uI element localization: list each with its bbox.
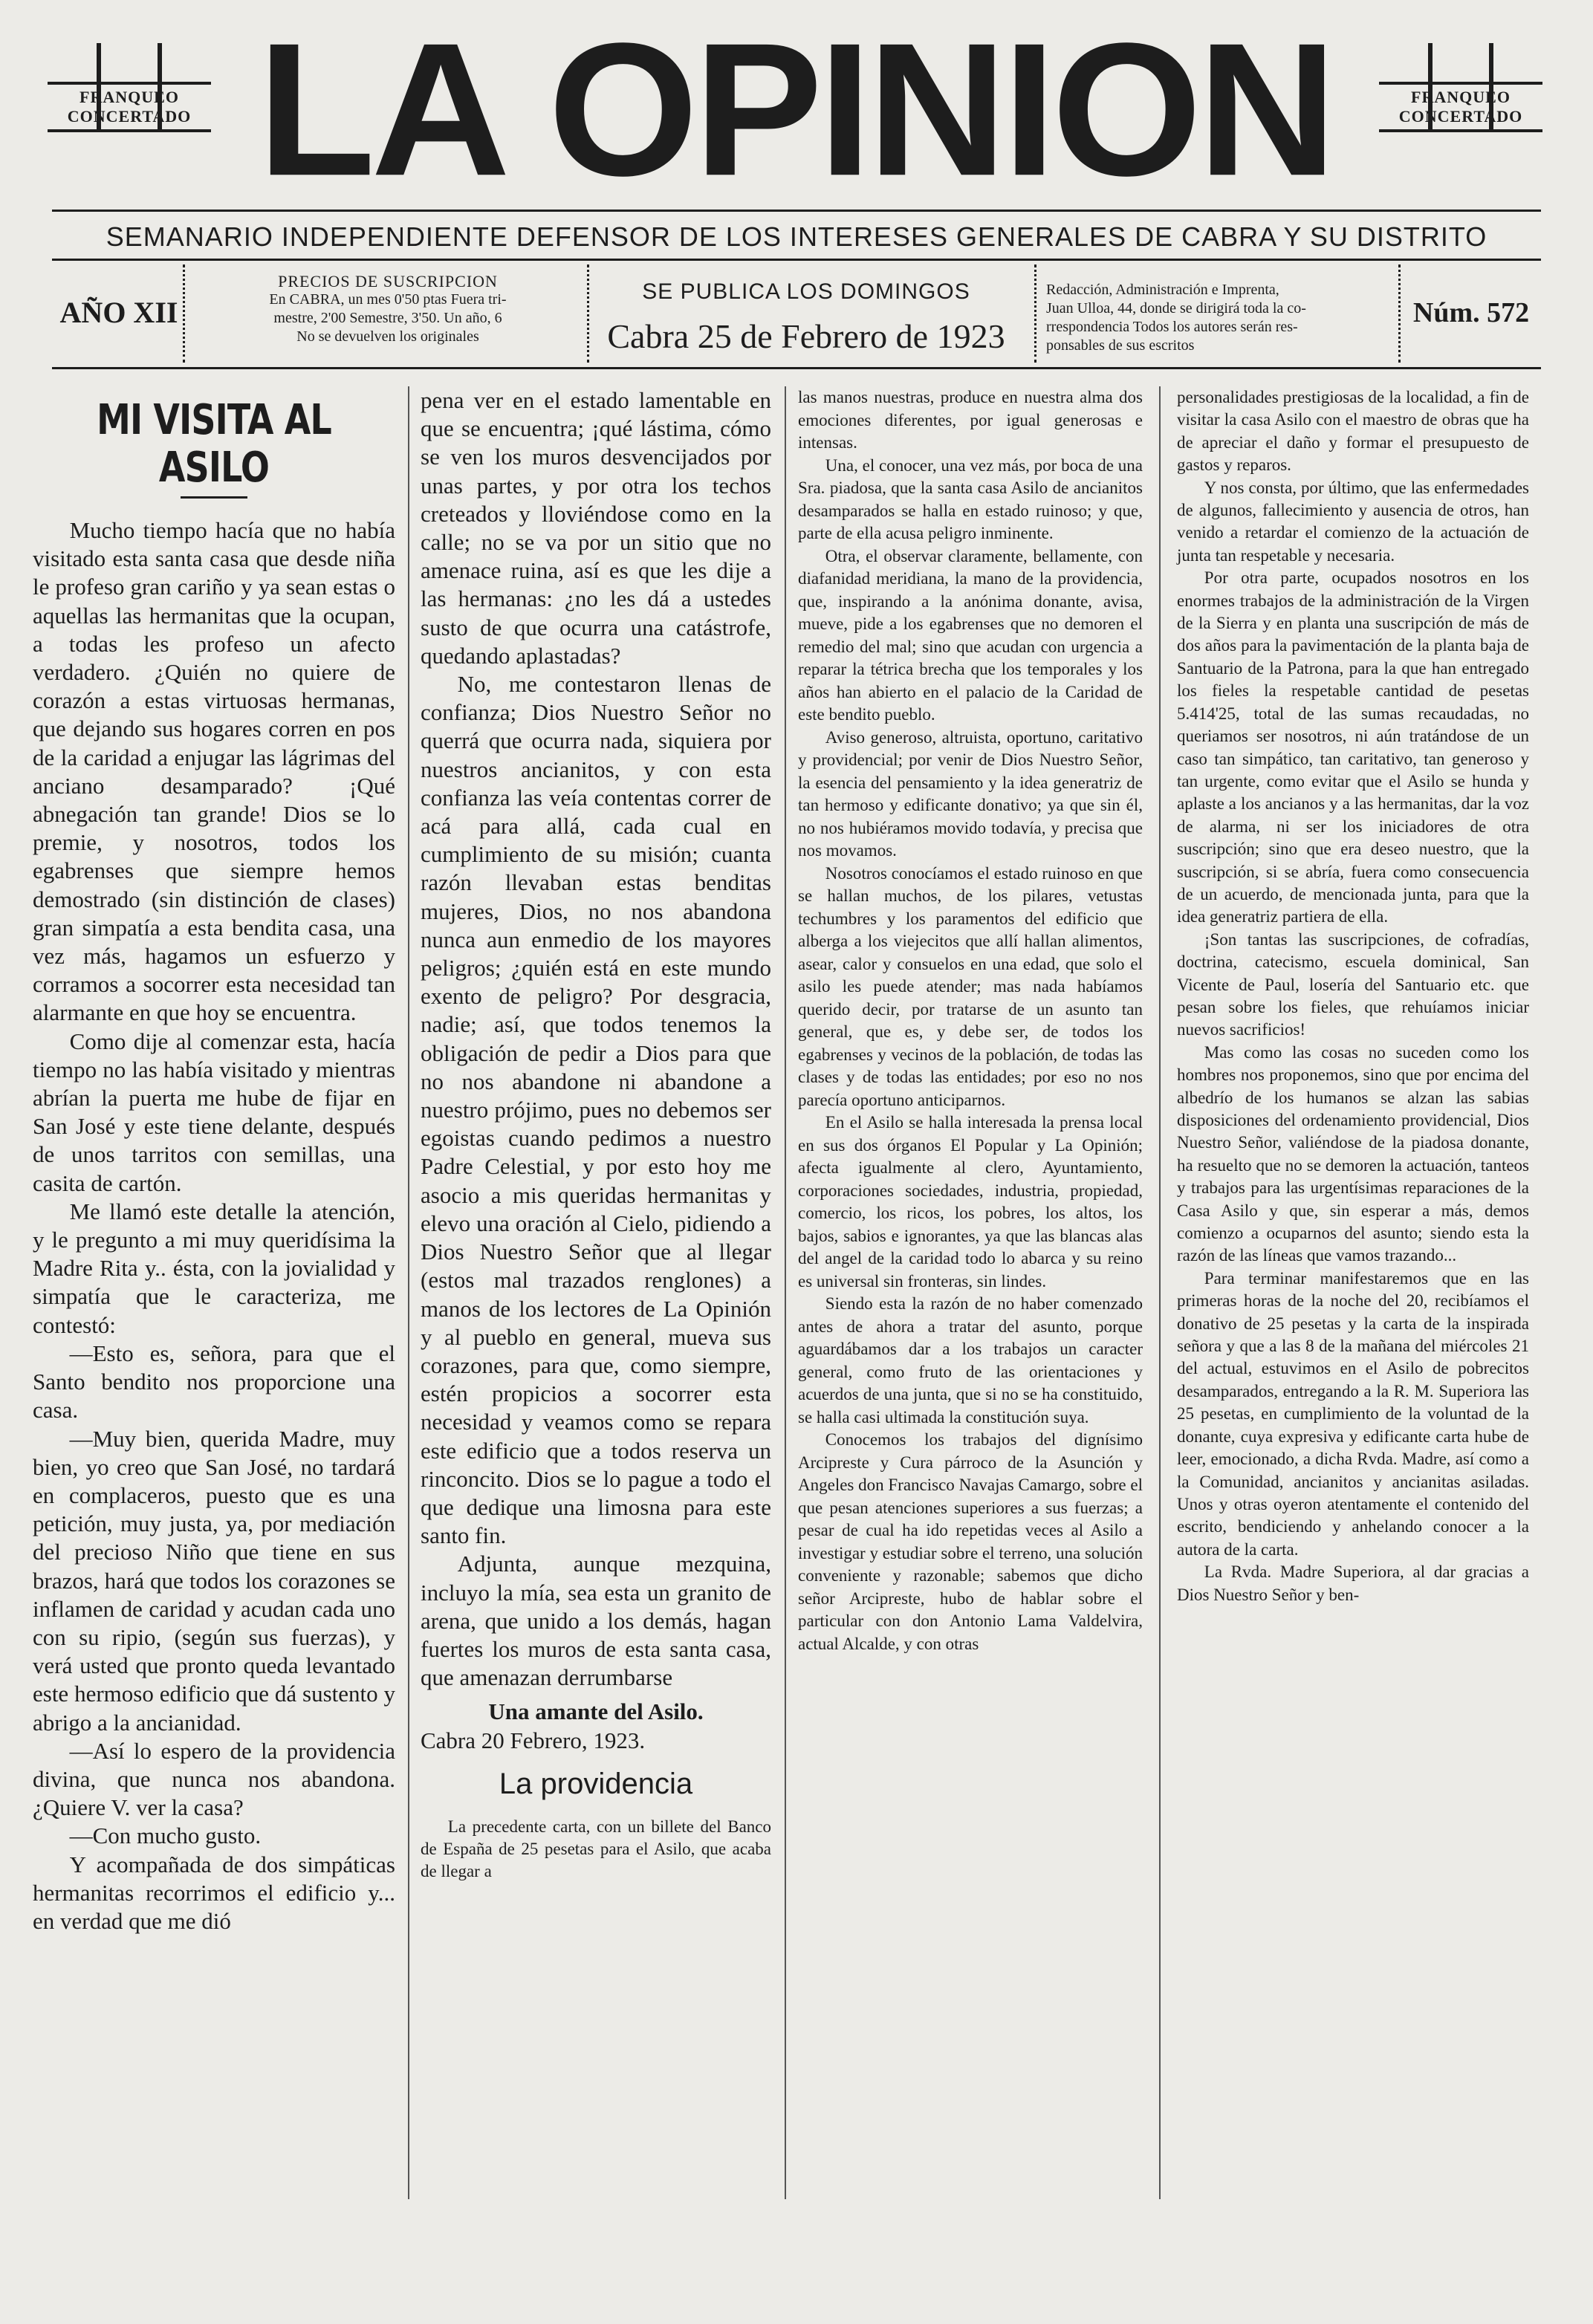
franqueo-stamp-right: [1379, 43, 1542, 132]
paragraph: Aviso generoso, altruista, oportuno, caritativo y providencial; por venir de Dios Nuestro Señor, la esencia del pensamiento y la idea generatriz de tan hermoso y edificante donativo; ya que sin él, no nos hubiéramos movido todavía, y precisa que nos movamos.: [798, 727, 1143, 860]
issue-number: Núm. 572: [1412, 297, 1530, 328]
section-title: La providencia: [499, 1767, 693, 1800]
article-date: Cabra 20 Febrero, 1923.: [421, 1727, 646, 1753]
editorial-line: Juan Ulloa, 44, donde se dirigirá toda la co-: [1046, 300, 1306, 317]
paragraph: —Así lo espero de la providencia divina, que nunca nos abandona. ¿Quiere V. ver la casa?: [33, 1737, 395, 1821]
prices-heading: PRECIOS DE SUSCRIPCION: [278, 272, 498, 290]
paragraph: La Rvda. Madre Superiora, al dar gracias a Dios Nuestro Señor y ben-: [1177, 1562, 1529, 1604]
column-3: [798, 386, 1143, 1655]
paragraph: Adjunta, aunque mezquina, incluyo la mía, sea esta un granito de arena, que unido a los demás, hagan fuertes los muros de esta santa casa, que amenazan derrumbarse: [421, 1551, 771, 1691]
paragraph: Me llamó este detalle la atención, y le pregunto a mi muy queridísima la Madre Rita y.. ésta, con la jovialidad y simpatía que le caracteriza, me contestó:: [33, 1198, 395, 1338]
year-label: AÑO XII: [59, 296, 178, 329]
issue-date: Cabra 25 de Febrero de 1923: [607, 317, 1005, 355]
editorial-line: Redacción, Administración e Imprenta,: [1046, 282, 1279, 298]
stamp-right-line1: FRANQUEO: [1411, 88, 1511, 106]
column-divider: [785, 386, 786, 2199]
paragraph: Para terminar manifestaremos que en las primeras horas de la noche del 20, recibíamos el donativo de 25 pesetas y la carta de la inspirada señora y que a las 8 de la mañana del miércoles 21 del actual, estuvimos en el Asilo de pobrecitos desamparados, entregando a la R. M. Superiora las 25 pesetas, en cumplimiento de la voluntad de la donante, cuya expresiva y edificante carta hube de leer, emocionado, a dicha Rvda. Madre, así como a la Comunidad, ancianitos y ancianitas asiladas. Unos y otras oyeron atentamente el contenido del escrito, bendiciendo y anhelando conocer a la autora de la carta.: [1177, 1268, 1529, 1559]
article-title: MI VISITA AL ASILO: [97, 396, 331, 492]
paragraph: pena ver en el estado lamentable en que se encuentra; ¡qué lástima, cómo se ven los muros desvencijados por unas partes, y por otra los techos creteados y lloviéndose como en la calle; no se va por un sitio que no amenace ruina, así es que les dije a las hermanas: ¿no les dá a ustedes susto de que ocurra una catástrofe, quedando aplastadas?: [421, 387, 771, 669]
paragraph: Una, el conocer, una vez más, por boca de una Sra. piadosa, que la santa casa Asilo de ancianitos desamparados se halla en estado ruinoso; y que, parte de ella acusa peligro inminente.: [798, 455, 1143, 542]
editorial-address: [1046, 264, 1395, 377]
paragraph: —Esto es, señora, para que el Santo bendito nos proporcione una casa.: [33, 1340, 395, 1424]
column-4: [1177, 386, 1529, 1606]
section-intro: [421, 1816, 771, 1883]
info-divider: [183, 264, 185, 363]
subscription-prices: [195, 264, 581, 369]
paragraph: personalidades prestigiosas de la localidad, a fin de visitar la casa Asilo con el maestro de obras que ha de apreciar el daño y formar el presupuesto de gastos y reparos.: [1177, 388, 1529, 475]
paragraph: Mucho tiempo hacía que no había visitado esta santa casa que desde niña le profeso gran cariño y ya sean estas o aquellas las hermanitas que la ocupan, a todas les profeso un afecto verdadero. ¿Quién no quiere de corazón a estas virtuosas hermanas, que dejando sus hogares corren en pos de la caridad a enjugar las lágrimas del anciano desamparado? ¡Qué abnegación tan grande! Dios se lo premie, y nosotros, todos los egabrenses que siempre hemos demostrado (sin distinción de clases) gran simpatía a esta bendita casa, una vez más, hagamos un esfuerzo y corramos a socorrer esta necesidad tan alarmante en que hoy se encuentra.: [33, 517, 395, 1026]
paragraph: Mas como las cosas no suceden como los hombres nos proponemos, sino que por encima del albedrío de los humanos se alzan las sabias disposiciones del ordenamiento providencial, Dios Nuestro Señor, valiéndose de la piadosa donante, ha resuelto que no se demoren la actuación, tanteos y trabajos para las urgentísimas reparaciones de la Casa Asilo y que, sin esperar a más, demos comienzo a ocuparnos del asunto; siendo esta la razón de las líneas que vamos trazando...: [1177, 1042, 1529, 1265]
franqueo-stamp-left: [48, 43, 211, 132]
paragraph: —Con mucho gusto.: [69, 1822, 262, 1849]
masthead-rule-middle: [52, 259, 1541, 261]
paragraph: Nosotros conocíamos el estado ruinoso en que se hallan muchos, de los pilares, vetustas techumbres y los paramentos del edificio que alberga a los viejecitos que allí hallan alimentos, asear, calor y consuelos en una edad, que solo el asilo les puede atender; mas nada habíamos querido decir, por tratarse de un asunto tan general, que es, y debe ser, de todos los egabrenses y vecinos de la población, de todas las clases y de todas las entidades; por eso no nos parecía oportuno anticiparnos.: [798, 863, 1143, 1109]
paragraph: Por otra parte, ocupados nosotros en los enormes trabajos de la administración de la Virgen de la Sierra y en planta una suscripción de más de dos años para la pavimentación de la planta baja de Santuario de la Patrona, para la que han entregado los fieles la respetable cantidad de pesetas 5.414'25, total de las sumas recaudadas, no queriamos ser nosotros, ni aún tratándose de un caso tan simpático, tan caritativo, tan generoso y tan urgente, como evitar que el Asilo se hunda y aplaste a los ancianos y a las hermanitas, dar la voz de alarma, ni ser los iniciadores de otra suscripción; sino que era deseo nuestro, que la suscripción, si se abría, fuera como consecuencia de un acuerdo, de mencionada junta, para que la idea generatriz partiera de ella.: [1177, 568, 1529, 926]
article-signature: Una amante del Asilo.: [488, 1698, 704, 1725]
paragraph: Y acompañada de dos simpáticas hermanitas recorrimos el edificio y... en verdad que me dió: [33, 1851, 395, 1934]
paragraph: En el Asilo se halla interesada la prensa local en sus dos órganos El Popular y La Opinión; afecta igualmente al clero, Ayuntamiento, corporaciones sociedades, industria, propiedad, comercio, los ricos, los pobres, los altos, los bajos, sabios e ignorantes, ya que las blancas alas del angel de la caridad todo lo abarca y su reino es universal sin fronteras, sin lindes.: [798, 1113, 1143, 1291]
newspaper-title: LA OPINION: [257, 4, 1333, 216]
title-rule: [181, 496, 247, 499]
paragraph: Siendo esta la razón de no haber comenzado antes de ahora a tratar del asunto, porque aguardábamos dar a los trabajos un caracter general, como fruto de las orientaciones y acuerdos de una junta, que si no se ha constituido, se halla casi ultimada la constitución suya.: [798, 1294, 1143, 1426]
stamp-left-line1: FRANQUEO: [80, 88, 179, 106]
paragraph: Conocemos los trabajos del dignísimo Arcipreste y Cura párroco de la Asunción y Angeles don Francisco Navajas Camargo, sobre el que pesan atenciones superiores a sus fuerzas; a pesar de cual ha ido repetidas veces al Asilo a investigar y estudiar sobre el terreno, una solución conveniente y razonable; sabemos que dicho señor Arcipreste, hubo de hablar sobre el particular con don Antonio Lama Valdelvira, actual Alcalde, y con otras: [798, 1430, 1143, 1653]
paragraph: ¡Son tantas las suscripciones, de cofradías, doctrina, catecismo, escuela dominical, San Vicente de Paul, losería del Santuario etc. que pesan sobre los fieles, que rehuíamos iniciar nuevos sacrificios!: [1177, 929, 1529, 1039]
paragraph: La precedente carta, con un billete del Banco de España de 25 pesetas para el Asilo, que acaba de llegar a: [421, 1817, 771, 1880]
paragraph: Y nos consta, por último, que las enfermedades de algunos, fallecimiento y ausencia de otros, han venido a retardar el comienzo de la actuación de junta tan respetable y necesaria.: [1177, 478, 1529, 565]
stamp-right-line2: CONCERTADO: [1398, 107, 1523, 126]
stamp-left-line2: CONCERTADO: [67, 107, 192, 126]
prices-line: No se devuelven los originales: [296, 328, 479, 345]
newspaper-subtitle: SEMANARIO INDEPENDIENTE DEFENSOR DE LOS INTERESES GENERALES DE CABRA Y SU DISTRITO: [106, 221, 1487, 252]
masthead-rule-bottom: [52, 367, 1541, 369]
editorial-line: ponsables de sus escritos: [1046, 337, 1195, 354]
paragraph: las manos nuestras, produce en nuestra alma dos emociones diferentes, por igual generosas e intensas.: [798, 388, 1143, 452]
masthead-rule-top: [52, 210, 1541, 212]
info-divider: [1034, 264, 1036, 363]
paragraph: No, me contestaron llenas de confianza; Dios Nuestro Señor no querrá que ocurra nada, siquiera por nuestros ancianitos, y con esta confianza las veía contentas correr de acá para allá, cada cual en cumplimiento de su misión; cuanta razón llevaban estas benditas mujeres, Dios, no nos abandona nunca aun enmedio de los mayores peligros; ¿quién está en este mundo exento de peligro? Por desgracia, nadie; así, que todos tenemos la obligación de pedir a Dios para que no nos abandone ni abandone a nuestro prójimo, pues no debemos ser egoistas cuando pedimos a nuestro Padre Celestial, y por esto hoy me asocio a mis queridas hermanitas y elevo una oración al Cielo, pidiendo a Dios Nuestro Señor que al llegar (estos mal trazados renglones) a manos de los lectores de La Opinión y al pueblo en general, mueva sus corazones, para que, como siempre, estén propicios a socorrer esta necesidad y veamos como se repara este edificio que a todos reserva un rinconcito. Dios se lo pague a todo el que dedique una limosna para este santo fin.: [421, 671, 771, 1549]
prices-line: En CABRA, un mes 0'50 ptas Fuera tri-: [269, 291, 507, 308]
published-sundays: SE PUBLICA LOS DOMINGOS: [642, 279, 970, 304]
info-divider: [1398, 264, 1401, 363]
info-divider: [587, 264, 589, 363]
editorial-line: rrespondencia Todos los autores serán res-: [1046, 319, 1298, 335]
publication-info: [594, 264, 1018, 361]
column-2: [421, 386, 771, 1883]
paragraph: Otra, el observar claramente, bellamente, con diafanidad meridiana, la mano de la providencia, que, inspirando a la anónima donante, avisa, mueve, pide a los egabrenses que no demoren el remedio del mal; sino que acudan con urgencia a reparar la tétrica brecha que los temporales y los años han abierto en el palacio de la Caridad de este bendito pueblo.: [798, 546, 1143, 724]
column-divider: [1159, 386, 1161, 2199]
column-1: [33, 386, 395, 1935]
paragraph: Como dije al comenzar esta, hacía tiempo no las había visitado y mientras abrían la puerta me hube de fijar en San José y este tiene delante, después de unos tarritos con semillas, una casita de cartón.: [33, 1028, 395, 1196]
column-divider: [408, 386, 409, 2199]
paragraph: —Muy bien, querida Madre, muy bien, yo creo que San José, no tardará en complaceros, puesto que es una petición, muy justa, ya, por mediación del precioso Niño que tiene en sus brazos, hará que todos los corazones se inflamen de caridad y acudan cada uno con su ripio, (según sus fuerzas), y verá usted que pronto queda levantado este hermoso edificio que dá sustento y abrigo a la ancianidad.: [33, 1425, 395, 1736]
prices-line: mestre, 2'00 Semestre, 3'50. Un año, 6: [273, 310, 502, 326]
